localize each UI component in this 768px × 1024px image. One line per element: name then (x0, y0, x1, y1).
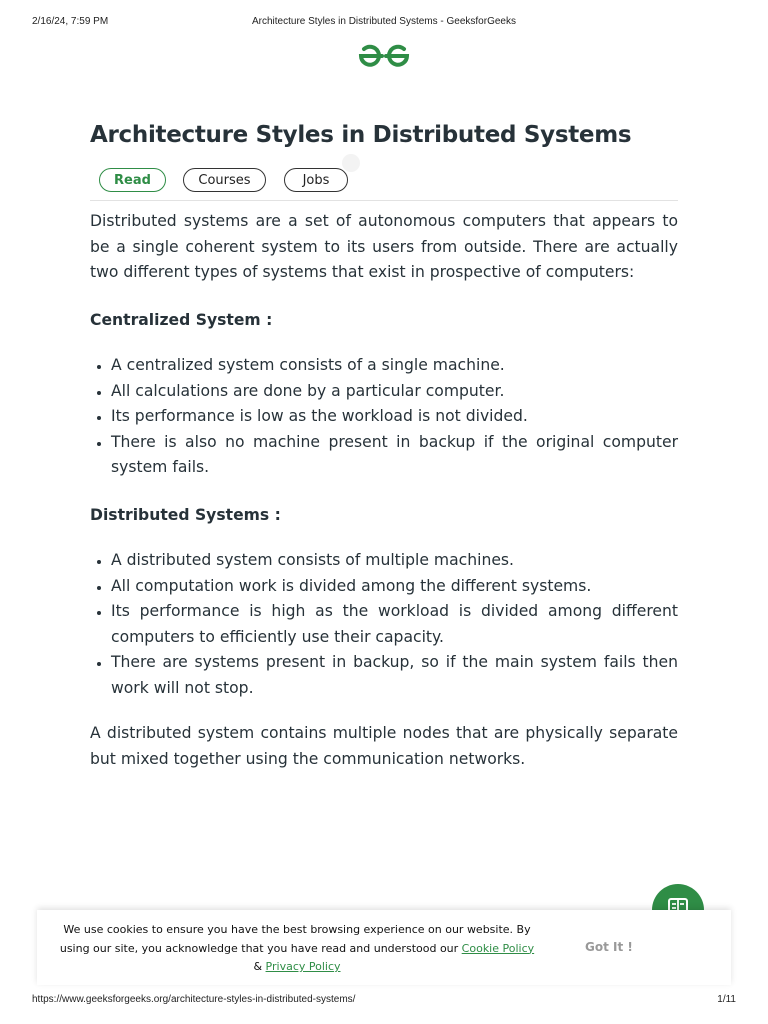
print-page-number: 1/11 (717, 994, 736, 1005)
centralized-list (90, 353, 678, 481)
list-item: • A distributed system consists of multiple machines. (111, 548, 678, 574)
list-item: • Its performance is low as the workload is not divided. (111, 404, 678, 430)
privacy-policy-link[interactable]: Privacy Policy (265, 960, 341, 973)
conclusion-paragraph: A distributed system contains multiple nodes that are physically separate but mixed together using the communication networks. (90, 724, 678, 768)
list-item: • A centralized system consists of a single machine. (111, 353, 678, 379)
cookie-message (55, 921, 539, 977)
centralized-heading: Centralized System : (90, 310, 273, 329)
print-footer (32, 994, 736, 1008)
list-item: • There are systems present in backup, so if the main system fails then work will not stop. (111, 650, 678, 701)
cookie-text: We use cookies to ensure you have the best browsing experience on our website. By using our site, you acknowledge that you have read and understood our (59, 923, 531, 955)
print-url: https://www.geeksforgeeks.org/architecture-styles-in-distributed-systems/ (32, 994, 356, 1005)
distributed-list (90, 548, 678, 701)
article (90, 118, 678, 772)
got-it-button[interactable]: Got It ! (585, 940, 633, 954)
print-header (32, 16, 736, 30)
article-body (90, 209, 678, 772)
decorative-dot (342, 154, 360, 172)
distributed-heading: Distributed Systems : (90, 505, 281, 524)
gfg-logo-icon (358, 42, 410, 70)
geeksforgeeks-logo[interactable] (358, 42, 410, 70)
article-title: Architecture Styles in Distributed Systems (90, 122, 632, 148)
print-date: 2/16/24, 7:59 PM (32, 16, 109, 27)
print-page-title: Architecture Styles in Distributed Systems - GeeksforGeeks (252, 16, 516, 27)
list-item: • All computation work is divided among the different systems. (111, 574, 678, 600)
tab-read[interactable]: Read (99, 168, 166, 192)
list-item: • Its performance is high as the workload is divided among different computers to efficiently use their capacity. (111, 599, 678, 650)
tab-courses[interactable]: Courses (183, 168, 266, 192)
tab-jobs[interactable]: Jobs (284, 168, 348, 192)
link-separator: & (253, 960, 266, 973)
article-tabs (90, 168, 678, 201)
list-item: • All calculations are done by a particular computer. (111, 379, 678, 405)
list-item: • There is also no machine present in backup if the original computer system fails. (111, 430, 678, 481)
cookie-banner (37, 910, 731, 985)
cookie-policy-link[interactable]: Cookie Policy (461, 941, 535, 955)
intro-paragraph: Distributed systems are a set of autonomous computers that appears to be a single coherent system to its users from outside. There are actually two different types of systems that exist in prospective of computers: (90, 212, 678, 281)
